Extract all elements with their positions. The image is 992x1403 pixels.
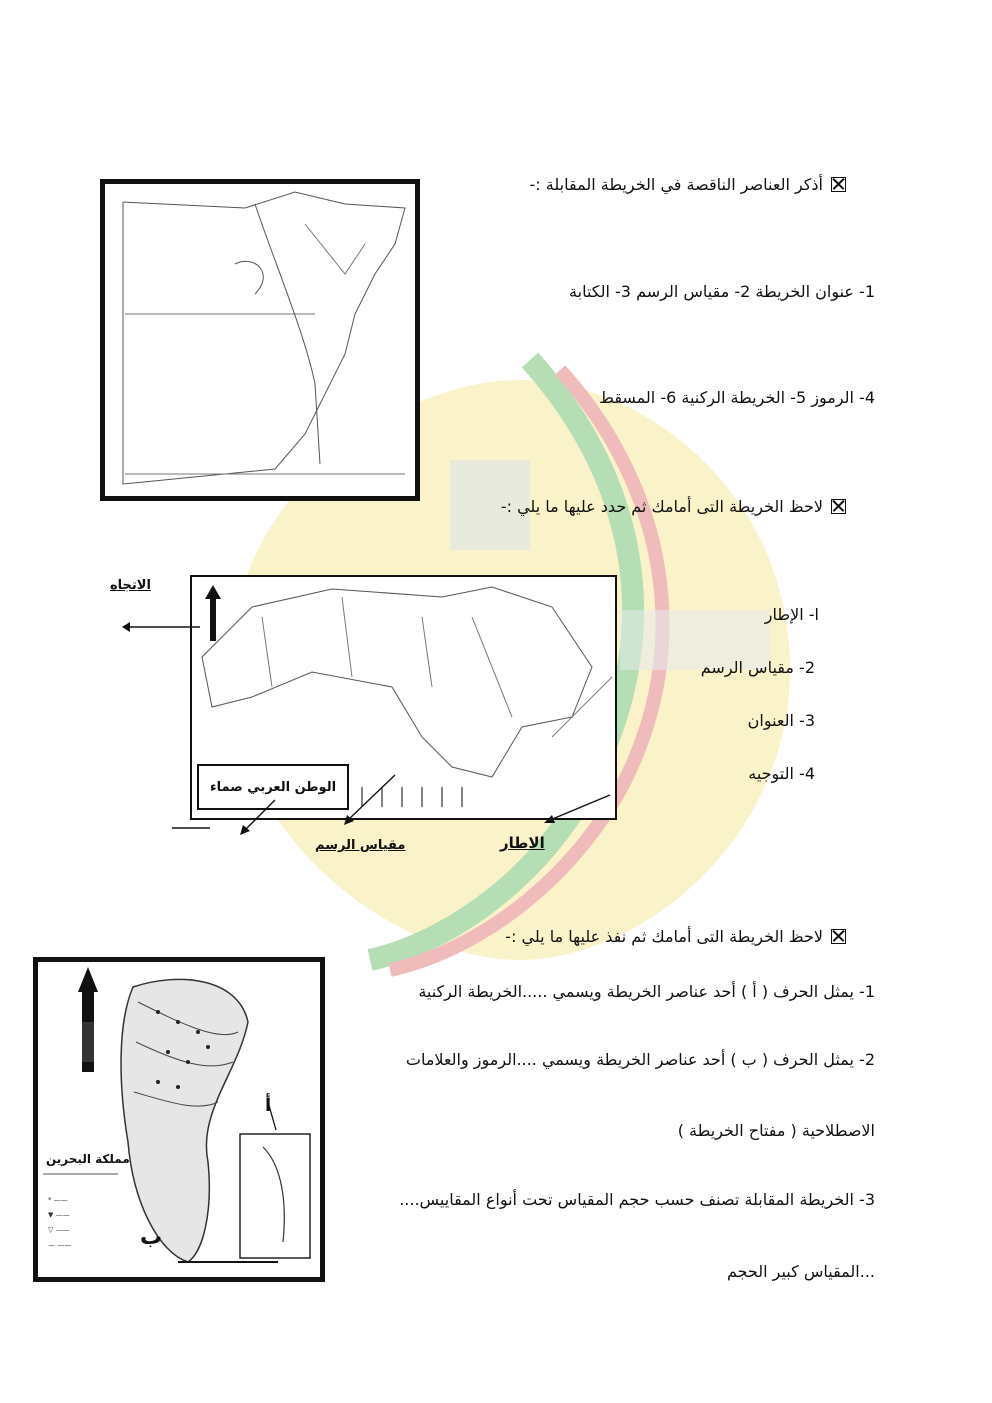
checkbox-icon — [831, 929, 846, 944]
north-arrow-icon — [205, 585, 221, 641]
answer-3-line-4: 3- الخريطة المقابلة تصنف حسب حجم المقياس تحت أنواع المقاييس.... — [399, 1190, 875, 1209]
bahrain-map-drawing — [38, 962, 320, 1277]
checkbox-icon — [831, 177, 846, 192]
svg-text:▽ ——: ▽ —— — [48, 1226, 70, 1234]
direction-label: الاتجاه — [110, 578, 151, 593]
egypt-blank-map — [100, 179, 420, 501]
bahrain-map-title: مملكة البحرين — [46, 1152, 130, 1166]
frame-label: الاطار — [500, 834, 545, 852]
question-2 — [501, 497, 846, 516]
answer-3-line-3: الاصطلاحية ( مفتاح الخريطة ) — [677, 1121, 875, 1140]
direction-pointer-arrow — [122, 617, 202, 637]
answer-2-item-2: 2- مقياس الرسم — [700, 658, 815, 677]
answer-2-item-4: 4- التوجيه — [748, 764, 815, 783]
svg-text:▼ ——: ▼ —— — [48, 1211, 70, 1219]
question-3 — [505, 927, 846, 946]
question-3-text: لاحظ الخريطة التى أمامك ثم نفذ عليها ما يلي :- — [505, 927, 823, 946]
pointer-arrows — [170, 770, 620, 840]
answer-3-line-2: 2- يمثل الحرف ( ب ) أحد عناصر الخريطة ويسمي ....الرموز والعلامات — [405, 1050, 875, 1069]
bahrain-map — [33, 957, 325, 1282]
map-title-text: الوطن العربي صماء — [209, 779, 337, 795]
scale-label: مقياس الرسم — [315, 838, 406, 853]
egypt-map-outline — [105, 184, 415, 496]
question-2-text: لاحظ الخريطة التى أمامك ثم حدد عليها ما يلي :- — [500, 497, 823, 516]
answer-1-line-2: 4- الرموز 5- الخريطة الركنية 6- المسقط — [599, 388, 875, 407]
answer-3-line-1: 1- يمثل الحرف ( أ ) أحد عناصر الخريطة ويسمي .....الخريطة الركنية — [418, 982, 875, 1001]
letter-a-label: أ — [265, 1095, 272, 1116]
answer-3-line-5: ...المقياس كبير الحجم — [726, 1262, 875, 1281]
question-1 — [530, 175, 846, 194]
answer-2-item-1: ا- الإطار — [764, 605, 819, 624]
answer-2-item-3: 3- العنوان — [747, 711, 815, 730]
svg-text:— ——: — —— — [48, 1241, 72, 1249]
svg-text:* ——: * —— — [48, 1196, 68, 1204]
letter-b-label: ب — [140, 1225, 163, 1250]
question-1-text: أذكر العناصر الناقصة في الخريطة المقابلة :- — [529, 175, 823, 194]
checkbox-icon — [831, 499, 846, 514]
answer-1-line-1: 1- عنوان الخريطة 2- مقياس الرسم 3- الكتابة — [569, 282, 875, 301]
